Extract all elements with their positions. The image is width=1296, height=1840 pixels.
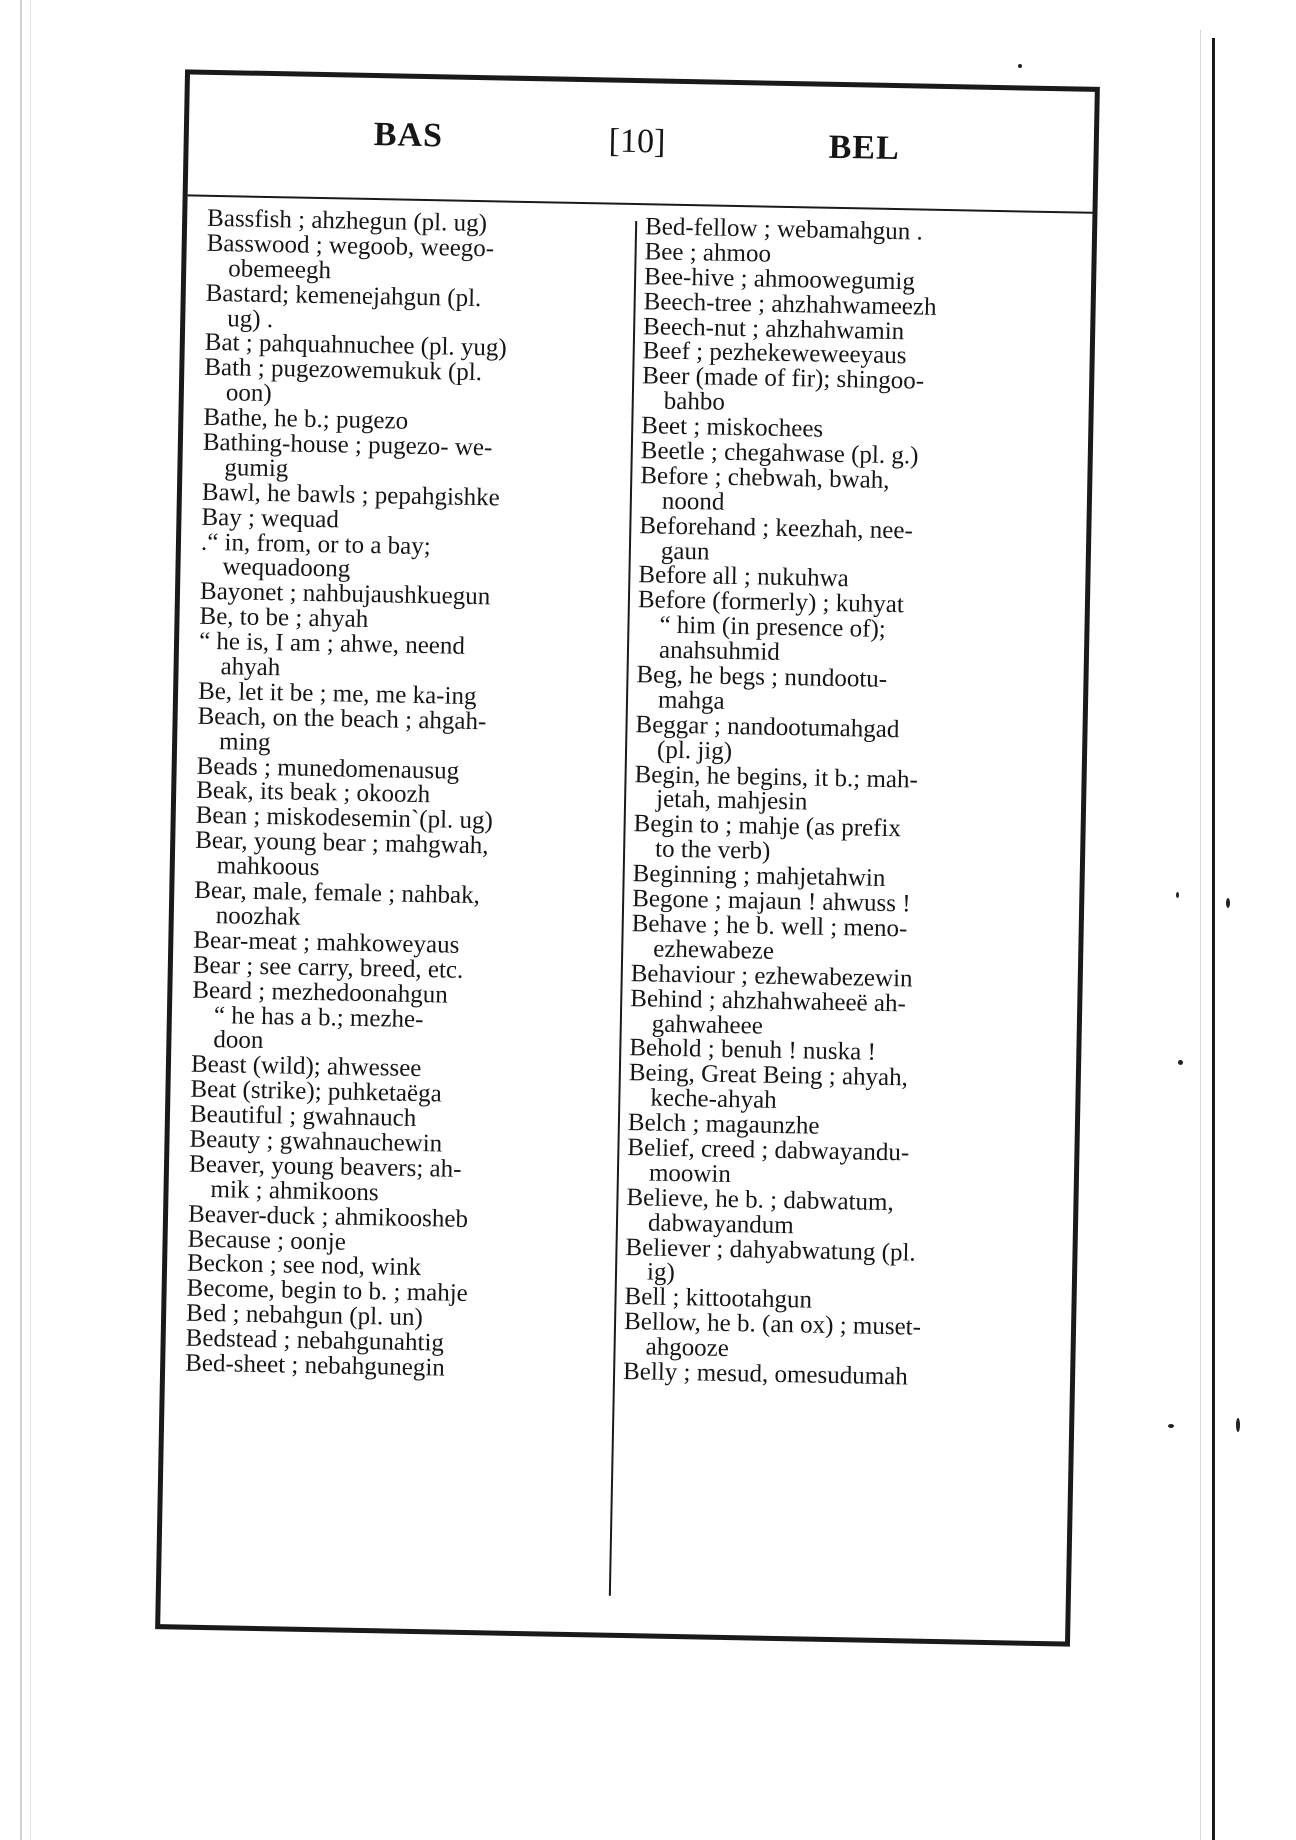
dictionary-entry: Beaver-duck ; ahmikoosheb <box>187 1200 469 1233</box>
dictionary-entry: Be, to be ; ahyah <box>199 602 369 634</box>
dictionary-entry: Beet ; miskochees <box>641 412 824 443</box>
dictionary-entry: Beckon ; see nod, wink <box>186 1250 422 1282</box>
entry-continuation: gahwaheee <box>651 1010 764 1040</box>
dictionary-entry: Beak, its beak ; okoozh <box>195 777 431 809</box>
dictionary-entry: Bat ; pahquahnuchee (pl. yug) <box>204 329 508 363</box>
dictionary-entry: Beat (strike); puhketaëga <box>190 1075 442 1108</box>
dictionary-entry: Beer (made of fir); shingoo- <box>641 362 925 395</box>
entry-continuation: ezhewabeze <box>653 935 775 965</box>
dictionary-entry: Bean ; miskodesemin`(pl. ug) <box>195 802 494 835</box>
dictionary-entry: Beg, he begs ; nundootu- <box>636 661 888 693</box>
entry-continuation: mahga <box>657 686 725 715</box>
dictionary-entry: Being, Great Being ; ahyah, <box>628 1059 909 1092</box>
page-edge-left-inner <box>30 0 31 1840</box>
dictionary-entry: Bastard; kemenejahgun (pl. <box>205 279 482 312</box>
entry-continuation: anahsuhmid <box>658 636 781 667</box>
entry-continuation: (pl. jig) <box>656 736 733 765</box>
dictionary-entry: Behold ; benuh ! nuska ! <box>629 1034 877 1067</box>
entry-continuation: jetah, mahjesin <box>655 786 808 816</box>
dictionary-entry: Because ; oonje <box>187 1225 347 1256</box>
guide-word-left: BAS <box>373 116 444 155</box>
entry-continuation: doon <box>213 1026 264 1055</box>
entry-continuation: “ him (in presence of); <box>659 611 886 644</box>
entry-continuation: mik ; ahmikoons <box>210 1175 379 1207</box>
dictionary-entry: Begin, he begins, it b.; mah- <box>634 760 919 794</box>
dictionary-entry: Bear-meat ; mahkoweyaus <box>193 926 460 959</box>
dictionary-entry: Belief, creed ; dabwayandu- <box>627 1134 910 1167</box>
scan-speck <box>1018 64 1022 68</box>
dictionary-entry: Bear, male, female ; nahbak, <box>194 876 481 910</box>
scan-speck <box>1226 898 1230 908</box>
dictionary-entry: Bell ; kittootahgun <box>624 1283 813 1314</box>
entry-continuation: oon) <box>225 379 272 408</box>
dictionary-entry: Behave ; he b. well ; meno- <box>631 910 908 943</box>
entry-continuation: dabwayandum <box>647 1209 795 1239</box>
dictionary-entry: Bassfish ; ahzhegun (pl. ug) <box>206 204 488 238</box>
dictionary-entry: Bear, young bear ; mahgwah, <box>194 826 489 860</box>
dictionary-entry: Become, begin to b. ; mahje <box>186 1274 469 1308</box>
page-edge-left <box>20 0 22 1840</box>
dictionary-entry: Begin to ; mahje (as prefix <box>633 810 902 843</box>
dictionary-entry: Believe, he b. ; dabwatum, <box>626 1183 894 1216</box>
dictionary-entry: Believer ; dahyabwatung (pl. <box>625 1233 916 1267</box>
page-edge-right-inner <box>1200 30 1201 1840</box>
entry-continuation: ahyah <box>220 653 281 682</box>
dictionary-entry: Belly ; mesud, omesudumah <box>622 1357 909 1391</box>
dictionary-entry: Beech-tree ; ahzhahwameezh <box>643 287 937 321</box>
entry-continuation: wequadoong <box>222 553 351 584</box>
dictionary-entry: Bear ; see carry, breed, etc. <box>192 951 464 984</box>
entry-continuation: noond <box>661 487 725 516</box>
dictionary-entry: Beard ; mezhedoonahgun <box>192 976 449 1009</box>
entry-continuation: obemeegh <box>227 255 332 284</box>
entry-continuation: gaun <box>660 537 710 566</box>
dictionary-entry: Beggar ; nandootumahgad <box>635 710 900 744</box>
scan-speck <box>1168 1424 1174 1428</box>
dictionary-entry: Beads ; munedomenausug <box>196 752 460 785</box>
entry-continuation: noozhak <box>215 902 301 931</box>
dictionary-entry: Beast (wild); ahwessee <box>190 1050 422 1083</box>
dictionary-entry: Beauty ; gwahnauchewin <box>189 1125 443 1158</box>
dictionary-entry: Bedstead ; nebahgunahtig <box>185 1324 445 1357</box>
scan-speck <box>1178 1060 1183 1065</box>
dictionary-entry: Beforehand ; keezhah, nee- <box>639 511 914 545</box>
entry-continuation: ming <box>218 727 271 756</box>
dictionary-entry: Bed-sheet ; nebahgunegin <box>184 1349 446 1382</box>
right-column <box>623 215 1065 1393</box>
entry-continuation: mahkoous <box>216 852 320 882</box>
dictionary-entry: .“ in, from, or to a bay; <box>200 528 432 560</box>
entry-continuation: moowin <box>648 1159 732 1188</box>
page-edge-right <box>1212 38 1215 1840</box>
entry-continuation: to the verb) <box>654 835 771 866</box>
entry-continuation: “ he has a b.; mezhe- <box>213 1001 424 1033</box>
dictionary-entry: Begone ; majaun ! ahwuss ! <box>631 885 911 918</box>
dictionary-entry: Bellow, he b. (an ox) ; muset- <box>623 1308 922 1341</box>
dictionary-entry: Beech-nut ; ahzhahwamin <box>642 312 905 345</box>
dictionary-entry: Bee ; ahmoo <box>644 238 772 268</box>
dictionary-entry: Beach, on the beach ; ahgah- <box>197 702 487 736</box>
guide-word-right: BEL <box>828 128 901 168</box>
entry-continuation: ug) . <box>227 304 274 333</box>
scan-speck <box>1176 892 1179 898</box>
dictionary-entry: Bawl, he bawls ; pepahgishke <box>201 478 501 512</box>
entry-continuation: gumig <box>224 454 289 483</box>
dictionary-entry: Before (formerly) ; kuhyat <box>637 586 905 619</box>
dictionary-entry: Basswood ; wegoob, weego- <box>206 229 495 263</box>
entry-continuation: keche-ahyah <box>650 1084 777 1115</box>
dictionary-entry: Bed-fellow ; webamahgun . <box>644 213 924 246</box>
dictionary-page <box>155 69 1100 1646</box>
dictionary-entry: Belch ; magaunzhe <box>627 1109 820 1140</box>
dictionary-entry: Beautiful ; gwahnauch <box>189 1100 417 1133</box>
dictionary-entry: Bed ; nebahgun (pl. un) <box>185 1299 424 1332</box>
dictionary-entry: Bay ; wequad <box>201 503 340 534</box>
entry-continuation: ahgooze <box>645 1333 730 1363</box>
dictionary-entry: Bath ; pugezowemukuk (pl. <box>204 354 483 387</box>
dictionary-entry: Beginning ; mahjetahwin <box>632 860 886 893</box>
page-number: [10] <box>608 122 666 161</box>
dictionary-entry: Behaviour ; ezhewabezewin <box>630 959 913 993</box>
dictionary-entry: Behind ; ahzhahwaheeë ah- <box>630 984 907 1017</box>
entry-continuation: ig) <box>646 1258 676 1287</box>
entry-continuation: bahbo <box>663 387 726 417</box>
scan-speck <box>1236 1418 1240 1432</box>
dictionary-entry: Bathe, he b.; pugezo <box>203 403 409 435</box>
dictionary-entry: Before ; chebwah, bwah, <box>640 462 890 494</box>
dictionary-entry: Beetle ; chegahwase (pl. g.) <box>640 437 919 470</box>
left-column <box>184 204 627 1385</box>
dictionary-entry: Bee-hive ; ahmoowegumig <box>643 262 916 296</box>
dictionary-entry: Beef ; pezhekeweweeyaus <box>642 337 907 370</box>
dictionary-entry: Be, let it be ; me, me ka-ing <box>197 677 477 710</box>
dictionary-entry: Bathing-house ; pugezo- we- <box>202 428 493 462</box>
dictionary-entry: “ he is, I am ; ahwe, neend <box>198 627 466 660</box>
dictionary-entry: Bayonet ; nahbujaushkuegun <box>199 578 491 611</box>
page-header <box>188 74 1095 213</box>
dictionary-entry: Before all ; nukuhwa <box>638 561 850 593</box>
dictionary-entry: Beaver, young beavers; ah- <box>188 1150 462 1183</box>
